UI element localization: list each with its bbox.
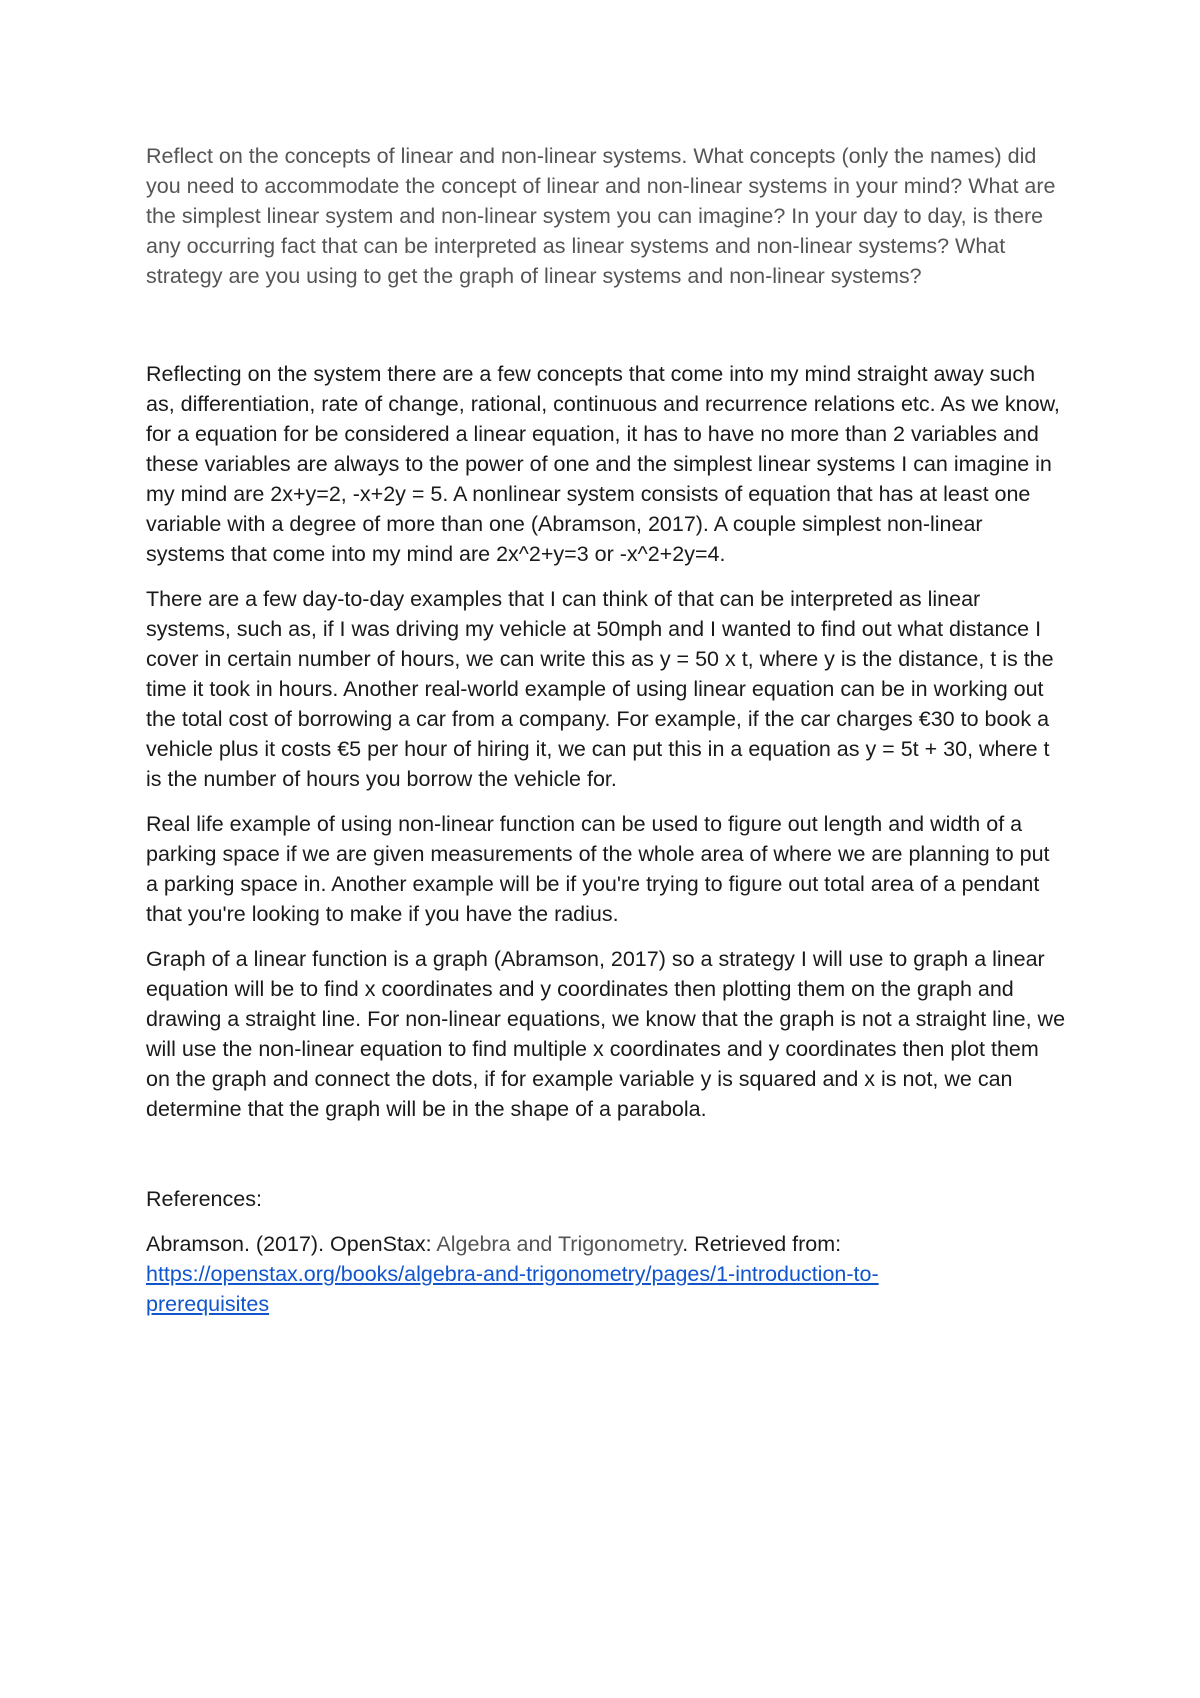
reference-entry — [146, 1229, 1066, 1319]
reference-link[interactable]: https://openstax.org/books/algebra-and-trigonometry/pages/1-introduction-to- prerequisites — [146, 1262, 879, 1316]
answer-paragraph-3: Real life example of using non-linear function can be used to figure out length and width of a parking space if we are given measurements of the whole area of where we are planning to put a parking space in. Another example will be if you're trying to figure out total area of a pendant that you're looking to make if you have the radius. — [146, 812, 1050, 926]
document-page — [146, 141, 1066, 1319]
reference-title: Algebra and Trigonometry — [436, 1232, 683, 1256]
reference-author-year: Abramson. (2017). OpenStax: — [146, 1232, 437, 1256]
answer-paragraph-1: Reflecting on the system there are a few concepts that come into my mind straight away such as, differentiation, rate of change, rational, continuous and recurrence relations etc. As we know, for a equation for be considered a linear equation, it has to have no more than 2 variables and these variables are always to the power of one and the simplest linear systems I can imagine in my mind are 2x+y=2, -x+2y = 5. A nonlinear system consists of equation that has at least one variable with a degree of more than one (Abramson, 2017). A couple simplest non-linear systems that come into my mind are 2x^2+y=3 or -x^2+2y=4. — [146, 362, 1060, 566]
answer-paragraph-4: Graph of a linear function is a graph (Abramson, 2017) so a strategy I will use to graph a linear equation will be to find x coordinates and y coordinates then plotting them on the graph and drawing a straight line. For non-linear equations, we know that the graph is not a straight line, we will use the non-linear equation to find multiple x coordinates and y coordinates then plot them on the graph and connect the dots, if for example variable y is squared and x is not, we can determine that the graph will be in the shape of a parabola. — [146, 947, 1066, 1121]
answer-paragraph-2: There are a few day-to-day examples that I can think of that can be interpreted as linear systems, such as, if I was driving my vehicle at 50mph and I wanted to find out what distance I cover in certain number of hours, we can write this as y = 50 x t, where y is the distance, t is the time it took in hours. Another real-world example of using linear equation can be in working out the total cost of borrowing a car from a company. For example, if the car charges €30 to book a vehicle plus it costs €5 per hour of hiring it, we can put this in a equation as y = 5t + 30, where t is the number of hours you borrow the vehicle for. — [146, 587, 1054, 791]
references-heading: References: — [146, 1187, 262, 1211]
reference-retrieved: . Retrieved from: — [682, 1232, 842, 1256]
prompt-question: Reflect on the concepts of linear and non-linear systems. What concepts (only the names) did you need to accommodate the concept of linear and non-linear systems in your mind? What are the simplest linear system and non-linear system you can imagine? In your day to day, is there any occurring fact that can be interpreted as linear systems and non-linear systems? What strategy are you using to get the graph of linear systems and non-linear systems? — [146, 144, 1056, 288]
